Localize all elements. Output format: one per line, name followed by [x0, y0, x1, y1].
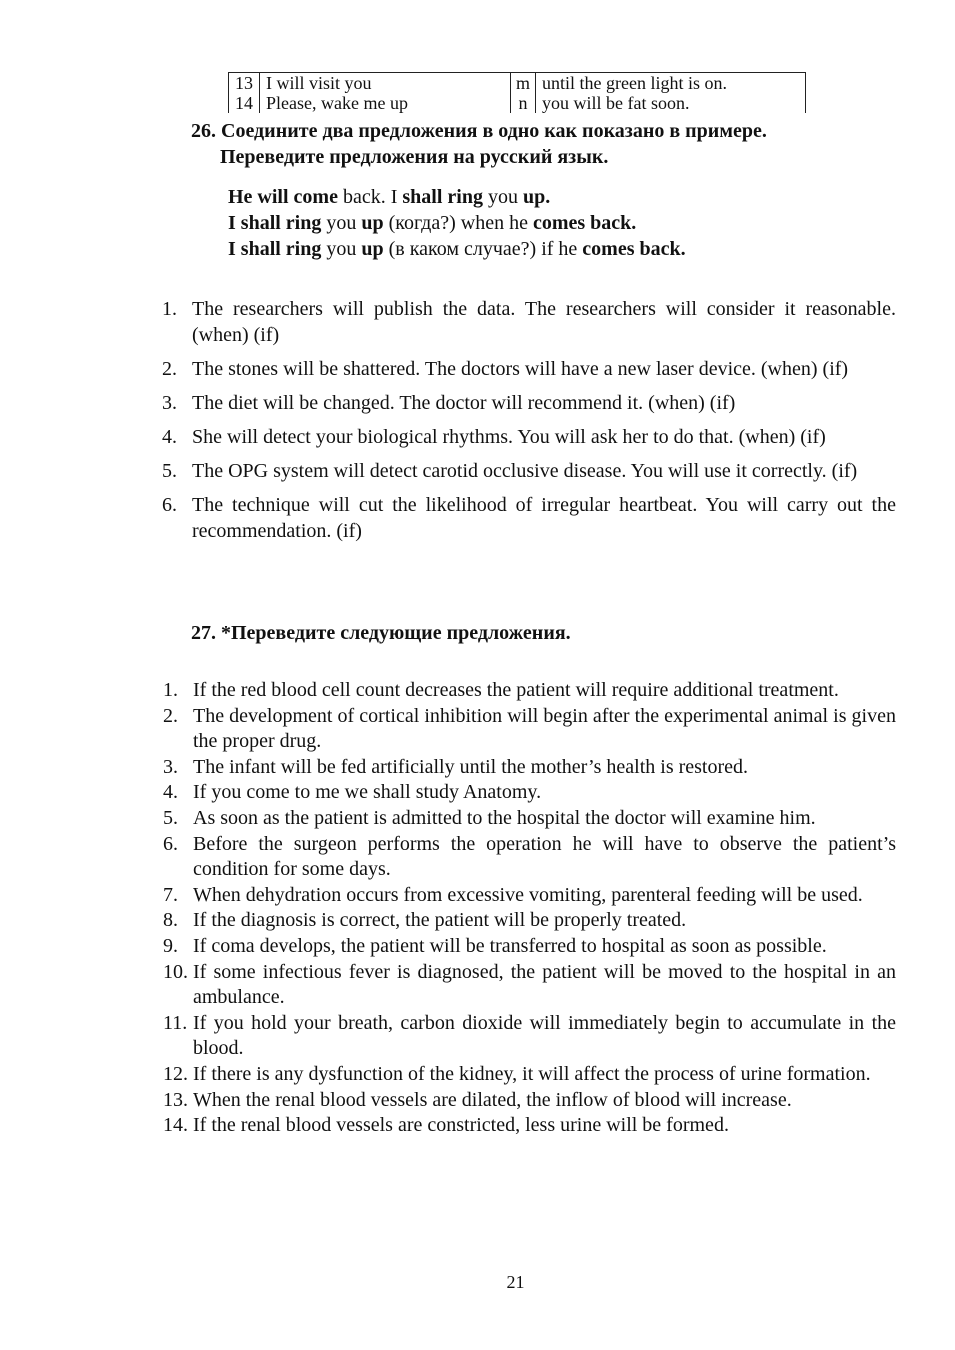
row-number: 13 [229, 73, 260, 94]
section-26-list [162, 296, 896, 544]
row-letter: n [511, 93, 536, 113]
item-text: If there is any dysfunction of the kidney, it will affect the process of urine formation. [193, 1062, 871, 1085]
item-text: The stones will be shattered. The doctors will have a new laser device. (when) (if) [192, 358, 849, 380]
list-item [162, 390, 896, 416]
item-number: 3. [163, 755, 178, 778]
item-number: 6. [162, 494, 177, 516]
list-item [163, 704, 896, 755]
item-text: If the red blood cell count decreases the patient will require additional treatment. [193, 679, 839, 701]
list-item [163, 934, 896, 960]
example-text: you [321, 238, 362, 260]
item-text: If you come to me we shall study Anatomy. [193, 781, 542, 804]
item-number: 1. [163, 679, 178, 701]
example-bold: comes back. [582, 238, 686, 260]
example-line [228, 184, 550, 210]
example-text: (когда?) when he [383, 212, 533, 234]
item-text: The diet will be changed. The doctor will recommend it. (when) (if) [192, 392, 736, 414]
section-number: 26. [191, 120, 216, 142]
list-item [163, 755, 896, 781]
item-text: The technique will cut the likelihood of irregular heartbeat. You will carry out the recommendation. (if) [192, 494, 896, 542]
item-text: If coma develops, the patient will be transferred to hospital as soon as possible. [193, 934, 827, 957]
item-number: 5. [162, 460, 177, 482]
list-item [163, 806, 896, 832]
item-text: If some infectious fever is diagnosed, the patient will be moved to the hospital in an ambulance. [193, 960, 896, 1009]
item-text: If the diagnosis is correct, the patient will be properly treated. [193, 909, 687, 932]
list-item [163, 780, 896, 806]
matching-table [228, 72, 806, 113]
list-item [163, 908, 896, 934]
section-title-line2: Переведите предложения на русский язык. [220, 146, 609, 168]
item-text: When dehydration occurs from excessive vomiting, parenteral feeding will be used. [193, 883, 863, 906]
row-number: 14 [229, 93, 260, 113]
example-text: you [321, 212, 362, 234]
example-bold: He will come [228, 186, 338, 208]
list-item [162, 424, 896, 450]
left-phrase: Please, wake me up [260, 93, 511, 113]
item-number: 4. [163, 781, 178, 804]
list-item [162, 356, 896, 382]
example-bold: I shall ring [228, 212, 322, 234]
item-number: 1. [162, 298, 177, 320]
list-item [162, 492, 896, 544]
item-number: 10. [163, 960, 188, 983]
list-item [162, 296, 896, 348]
item-text: The infant will be fed artificially until the mother’s health is restored. [193, 755, 749, 778]
item-number: 2. [163, 704, 178, 727]
item-number: 6. [163, 832, 178, 855]
list-item [163, 832, 896, 883]
example-text: you [482, 186, 523, 208]
example-text: (в каком случае?) if he [383, 238, 583, 260]
item-text: If the renal blood vessels are constricted, less urine will be formed. [193, 1114, 729, 1137]
section-title-line1: Соедините два предложения в одно как показано в примере. [221, 120, 767, 142]
table-row [229, 93, 806, 113]
item-text: If you hold your breath, carbon dioxide will immediately begin to accumulate in the blood. [193, 1011, 896, 1060]
example-bold: up [361, 212, 384, 234]
item-text: When the renal blood vessels are dilated, the inflow of blood will increase. [193, 1088, 792, 1111]
right-phrase: you will be fat soon. [536, 93, 806, 113]
list-item [163, 678, 896, 704]
item-number: 13. [163, 1088, 188, 1111]
example-text: back. I [337, 186, 403, 208]
section-27-list [163, 678, 896, 1139]
left-phrase: I will visit you [260, 73, 511, 94]
item-number: 2. [162, 358, 177, 380]
example-bold: comes back. [532, 212, 637, 234]
example-bold: up. [522, 186, 551, 208]
page-number: 21 [506, 1272, 525, 1292]
example-bold: up [361, 238, 384, 260]
item-text: As soon as the patient is admitted to the hospital the doctor will examine him. [193, 806, 816, 829]
item-number: 8. [163, 909, 178, 932]
item-number: 7. [163, 883, 178, 906]
example-bold: shall ring [402, 186, 483, 208]
section-27-heading: 27. *Переведите следующие предложения. [191, 622, 571, 644]
table-row [229, 73, 806, 94]
example-line [228, 236, 686, 262]
item-text: She will detect your biological rhythms. You will ask her to do that. (when) (if) [192, 426, 826, 448]
list-item [162, 458, 896, 484]
item-text: The development of cortical inhibition will begin after the experimental animal is given the proper drug. [193, 704, 896, 753]
item-text: Before the surgeon performs the operation he will have to observe the patient’s condition for some days. [193, 832, 896, 881]
item-text: The OPG system will detect carotid occlusive disease. You will use it correctly. (if) [192, 460, 858, 482]
list-item [163, 1011, 896, 1062]
item-number: 11. [163, 1011, 188, 1034]
list-item [163, 960, 896, 1011]
example-line [228, 210, 636, 236]
row-letter: m [511, 73, 536, 94]
list-item [163, 883, 896, 909]
list-item [163, 1088, 896, 1114]
section-26-heading-line2 [220, 144, 900, 170]
list-item [163, 1062, 896, 1088]
example-bold: I shall ring [228, 238, 322, 260]
right-phrase: until the green light is on. [536, 73, 806, 94]
item-number: 9. [163, 934, 178, 957]
item-number: 14. [163, 1114, 188, 1137]
item-number: 4. [162, 426, 177, 448]
list-item [163, 1113, 896, 1139]
item-number: 12. [163, 1062, 188, 1085]
item-text: The researchers will publish the data. The researchers will consider it reasonable. (when) (if) [192, 298, 896, 346]
item-number: 5. [163, 806, 178, 829]
item-number: 3. [162, 392, 177, 414]
section-26-heading [191, 118, 896, 144]
